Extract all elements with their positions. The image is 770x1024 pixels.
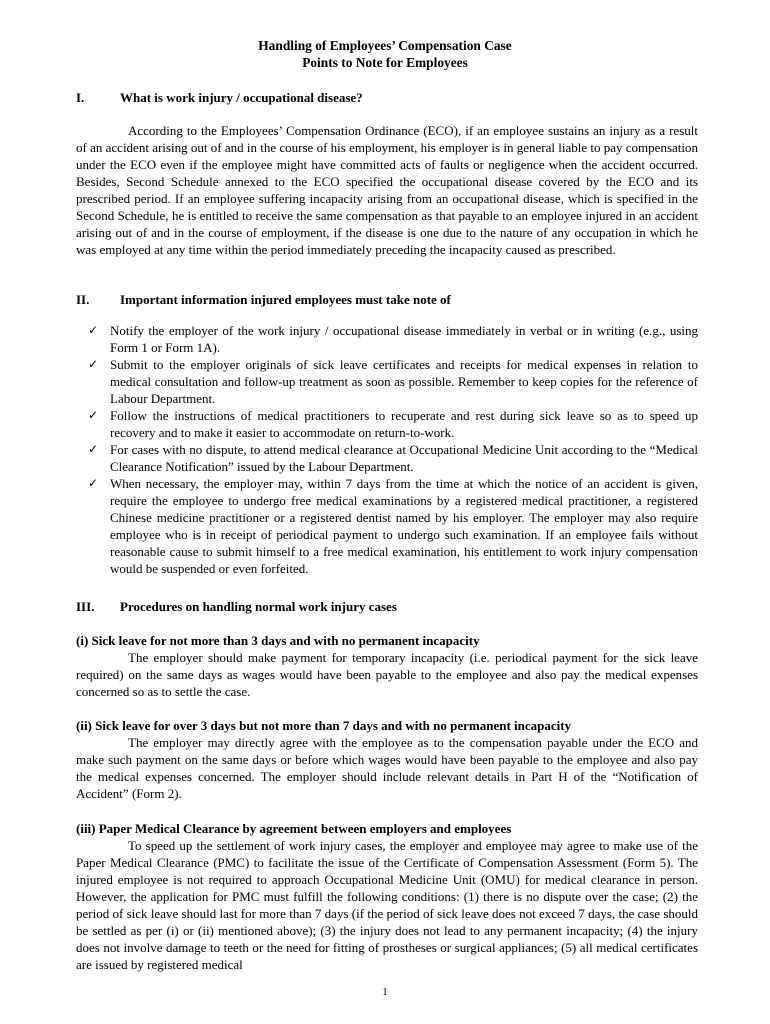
document-title: Handling of Employees’ Compensation Case xyxy=(258,38,512,53)
list-item-text: Notify the employer of the work injury / occupational disease immediately in verbal or in writing (e.g., using Form 1 or Form 1A). xyxy=(110,323,698,355)
check-mark-icon: ✓ xyxy=(88,323,99,337)
document-subtitle: Points to Note for Employees xyxy=(302,55,468,70)
employee-notes-checklist xyxy=(88,322,698,577)
section-3-number: III. xyxy=(76,599,95,614)
section-1-body xyxy=(76,122,698,258)
subsection-ii-heading: (ii) Sick leave for over 3 days but not more than 7 days and with no permanent incapacity xyxy=(76,718,572,733)
check-mark-icon: ✓ xyxy=(88,442,99,456)
list-item xyxy=(88,407,698,441)
list-item xyxy=(88,475,698,577)
list-item xyxy=(88,322,698,356)
subsection-i-text: The employer should make payment for temporary incapacity (i.e. periodical payment for the sick leave required) on the same days as wages would have been payable to the employee and also pay the medical expenses concerned so as to settle the case. xyxy=(76,650,698,699)
subsection-i-body xyxy=(76,649,698,700)
check-mark-icon: ✓ xyxy=(88,408,99,422)
page-number: 1 xyxy=(382,986,388,998)
section-1-number: I. xyxy=(76,90,85,105)
list-item-text: Follow the instructions of medical practitioners to recuperate and rest during sick leave so as to speed up recovery and to make it easier to accommodate on return-to-work. xyxy=(110,408,698,440)
subsection-i-heading: (i) Sick leave for not more than 3 days and with no permanent incapacity xyxy=(76,633,480,648)
section-1-body-text: According to the Employees’ Compensation Ordinance (ECO), if an employee sustains an injury as a result of an accident arising out of and in the course of his employment, his employer is in general liable to pay compensation under the ECO even if the employee might have committed acts of faults or negligence when the accident occurred. Besides, Second Schedule annexed to the ECO specified the occupational disease covered by the ECO and its prescribed period. If an employee suffering incapacity arising from an occupational disease, which is specified in the Second Schedule, he is entitled to receive the same compensation as that payable to an employee injured in an accident arising out of and in the course of employment, if the disease is one due to the nature of any occupation in which he was employed at any time within the period immediately preceding the incapacity caused as prescribed. xyxy=(76,123,698,257)
subsection-iii-text: To speed up the settlement of work injury cases, the employer and employee may agree to make use of the Paper Medical Clearance (PMC) to facilitate the issue of the Certificate of Compensation Assessment (Form 5). The injured employee is not required to approach Occupational Medicine Unit (OMU) for medical clearance in person. However, the application for PMC must fulfill the following conditions: (1) there is no dispute over the case; (2) the period of sick leave should last for more than 7 days (if the period of sick leave does not exceed 7 days, the case should be settled as per (i) or (ii) mentioned above); (3) the injury does not lead to any permanent incapacity; (4) the injury does not involve damage to teeth or the need for fitting of prostheses or surgical appliances; (5) all medical certificates are issued by registered medical xyxy=(76,838,698,972)
section-2-number: II. xyxy=(76,292,90,307)
section-1-title: What is work injury / occupational disease? xyxy=(120,90,363,105)
list-item xyxy=(88,441,698,475)
subsection-iii-heading: (iii) Paper Medical Clearance by agreement between employers and employees xyxy=(76,821,512,836)
subsection-ii-body xyxy=(76,734,698,802)
list-item-text: For cases with no dispute, to attend medical clearance at Occupational Medicine Unit according to the “Medical Clearance Notification” issued by the Labour Department. xyxy=(110,442,698,474)
list-item-text: Submit to the employer originals of sick leave certificates and receipts for medical expenses in relation to medical consultation and follow-up treatment as soon as possible. Remember to keep copies for the reference of Labour Department. xyxy=(110,357,698,406)
subsection-iii-body xyxy=(76,837,698,973)
list-item-text: When necessary, the employer may, within 7 days from the time at which the notice of an accident is given, require the employee to undergo free medical examinations by a registered medical practitioner, a registered Chinese medicine practitioner or a registered dentist named by his employer. The employer may also require employee who is in receipt of periodical payment to undergo such examination. If an employee fails without reasonable cause to submit himself to a free medical examination, his entitlement to work injury compensation would be suspended or even forfeited. xyxy=(110,476,698,576)
check-mark-icon: ✓ xyxy=(88,476,99,490)
list-item xyxy=(88,356,698,407)
subsection-ii-text: The employer may directly agree with the employee as to the compensation payable under the ECO and make such payment on the same days or before which wages would have been payable to the employee and also pay the medical expenses concerned. The employer should include relevant details in Part H of the “Notification of Accident” (Form 2). xyxy=(76,735,698,801)
section-2-title: Important information injured employees must take note of xyxy=(120,292,451,307)
section-3-title: Procedures on handling normal work injury cases xyxy=(120,599,397,614)
check-mark-icon: ✓ xyxy=(88,357,99,371)
